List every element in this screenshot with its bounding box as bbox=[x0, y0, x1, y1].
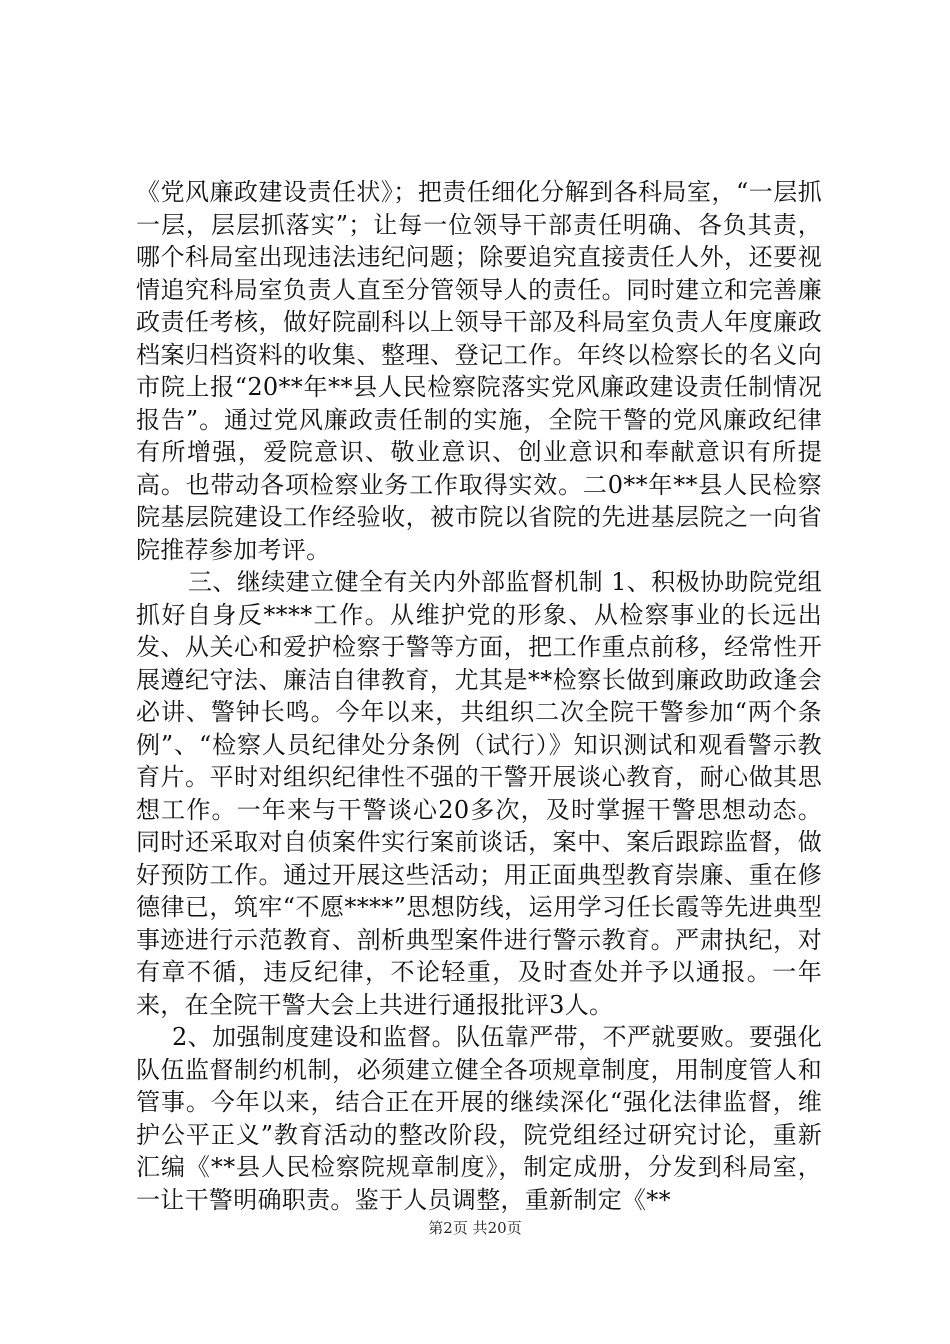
paragraph-responsibility: 《党风廉政建设责任状》；把责任细化分解到各科局室，“一层抓一层，层层抓落实”；让每一位领导干部责任明确、各负其责，哪个科局室出现违法违纪问题；除要追究直接责任人外，还要视情追究科局室负责人直至分管领导人的责任。同时建立和完善廉政责任考核，做好院副科以上领导干部及科局室负责人年度廉政档案归档资料的收集、整理、登记工作。年终以检察长的名义向市院上报“20**年**县人民检察院落实党风廉政建设责任制情况报告”。通过党风廉政责任制的实施，全院干警的党风廉政纪律有所增强，爱院意识、敬业意识、创业意识和奉献意识有所提高。也带动各项检察业务工作取得实效。二0**年**县人民检察院基层院建设工作经验收，被市院以省院的先进基层院之一向省院推荐参加考评。 bbox=[136, 178, 822, 564]
paragraph-system-building: 2、加强制度建设和监督。队伍靠严带，不严就要败。要强化队伍监督制约机制，必须建立健全各项规章制度，用制度管人和管事。今年以来，结合正在开展的继续深化“强化法律监督，维护公平正义”教育活动的整改阶段，院党组经过研究讨论，重新汇编《**县人民检察院规章制度》，制定成册，分发到科局室，一让干警明确职责。鉴于人员调整，重新制定《** bbox=[136, 1023, 822, 1214]
document-body bbox=[136, 176, 822, 1216]
paragraph-supervision-mechanism: 三、继续建立健全有关内外部监督机制 1、积极协助院党组抓好自身反****工作。从维护党的形象、从检察事业的长远出发、从关心和爱护检察于警等方面，把工作重点前移，经常性开展遵纪守法、廉洁自律教育，尤其是**检察长做到廉政助政逢会必讲、警钟长鸣。今年以来，共组织二次全院干警参加“两个条例”、“检察人员纪律处分条例（试行）》知识测试和观看警示教育片。平时对组织纪律性不强的干警开展谈心教育，耐心做其思想工作。一年来与干警谈心20多次，及时掌握干警思想动态。同时还采取对自侦案件实行案前谈话，案中、案后跟踪监督，做好预防工作。通过开展这些活动；用正面典型教育崇廉、重在修德律已，筑牢“不愿****”思想防线，运用学习任长霞等先进典型事迹进行示范教育、剖析典型案件进行警示教育。严肃执纪，对有章不循，违反纪律，不论轻重，及时查处并予以通报。一年来，在全院干警大会上共进行通报批评3人。 bbox=[136, 568, 822, 1019]
page-number-footer: 第2页 共20页 bbox=[428, 1219, 522, 1237]
